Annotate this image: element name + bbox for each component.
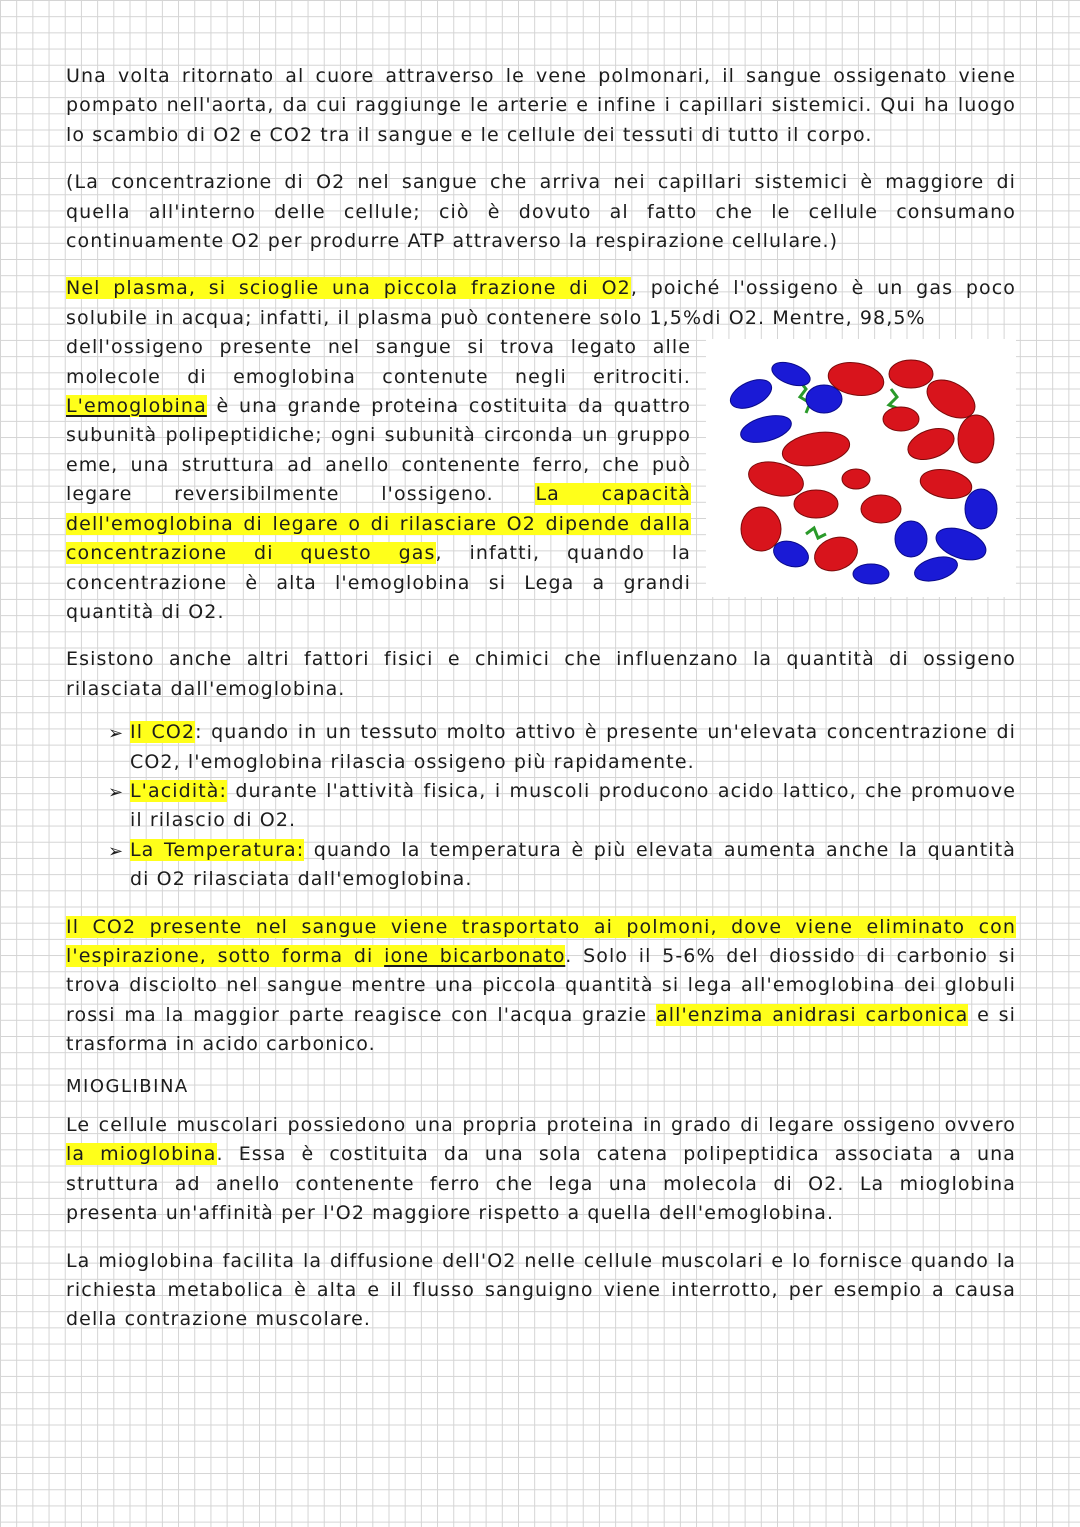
- list-item: [66, 836, 1016, 895]
- co2-text-b: e si trasforma in acido carbonico.: [66, 1003, 1016, 1056]
- list-item: [66, 718, 1016, 777]
- paragraph-plasma: [66, 274, 1016, 333]
- plasma-text: , poiché l'ossigeno è un gas poco solubile in acqua; infatti, il plasma può contenere solo 1,5%di O2. Mentre, 98,5%: [66, 277, 1016, 329]
- paragraph-co2-transport: [66, 913, 1016, 1060]
- paragraph-hemoglobin: [66, 333, 691, 627]
- co2-text-a: . Solo il 5-6% del diossido di carbonio si trova disciolto nel sangue mentre una piccola quantità si lega all'emoglobina dei globuli rossi ma la maggior parte reagisce con l'acqua grazie: [66, 944, 1017, 1026]
- hemoglobin-structure-image: [706, 339, 1016, 597]
- arrow-bullet-icon: ➢: [108, 723, 125, 745]
- hemoglobin-text-c: , infatti, quando la concentrazione è alta l'emoglobina si Lega a grandi quantità di O2.: [66, 542, 691, 623]
- factors-list: [66, 718, 1016, 894]
- paragraph-circulation: Una volta ritornato al cuore attraverso le vene polmonari, il sangue ossigenato viene pompato nell'aorta, da cui raggiunge le arterie e infine i capillari sistemici. Qui ha luogo lo scambio di O2 e CO2 tra il sangue e le cellule dei tessuti di tutto il corpo.: [66, 65, 1016, 146]
- hemoglobin-section: [66, 333, 1016, 627]
- term-acidita: L'acidità:: [130, 779, 228, 802]
- highlight-plasma: Nel plasma, si scioglie una piccola frazione di O2: [66, 277, 631, 300]
- myoglobin-text-a: Le cellule muscolari possiedono una propria proteina in grado di legare ossigeno ovvero: [66, 1114, 1016, 1136]
- arrow-bullet-icon: ➢: [108, 781, 125, 803]
- myoglobin-text-b: . Essa è costituita da una sola catena polipeptidica associata a una struttura ad anello contenente ferro che lega una molecola di O2. La mioglobina presenta un'affinità per l'O2 maggiore rispetto a quella dell'emoglobina.: [66, 1143, 1016, 1225]
- bullet-text: quando la temperatura è più elevata aumenta anche la quantità di O2 rilasciata dall'emoglobina.: [130, 838, 1016, 891]
- highlight-anidrasi: all'enzima anidrasi carbonica: [655, 1003, 969, 1026]
- paragraph-myoglobin-function: La mioglobina facilita la diffusione dell'O2 nelle cellule muscolari e lo fornisce quando la richiesta metabolica è alta e il flusso sanguigno viene interrotto, per esempio a causa della contrazione muscolare.: [66, 1249, 1016, 1331]
- term-co2: Il CO2: [130, 721, 196, 744]
- bullet-text: durante l'attività fisica, i muscoli producono acido lattico, che promuove il rilascio di O2.: [130, 779, 1016, 832]
- highlight-capacita: La capacità dell'emoglobina di legare o di rilasciare O2 dipende dalla concentrazione di questo gas: [66, 483, 691, 565]
- highlight-mioglobina: la mioglobina: [66, 1143, 217, 1166]
- term-emoglobina: L'emoglobina: [66, 395, 207, 418]
- hemoglobin-text-a: dell'ossigeno presente nel sangue si trova legato alle molecole di emoglobina contenute negli eritrociti.: [66, 336, 691, 388]
- notes-page: [66, 62, 1016, 1335]
- paragraph-factors: Esistono anche altri fattori fisici e chimici che influenzano la quantità di ossigeno rilasciata dall'emoglobina.: [66, 648, 1016, 700]
- list-item: [66, 777, 1016, 836]
- section-heading: MIOGLIBINA: [66, 1075, 189, 1097]
- paragraph-concentration: (La concentrazione di O2 nel sangue che arriva nei capillari sistemici è maggiore di quella all'interno delle cellule; ciò è dovuto al fatto che le cellule consumano continuamente O2 per produrre ATP attraverso la respirazione cellulare.): [66, 171, 1016, 253]
- highlight-co2-transport: Il CO2 presente nel sangue viene trasportato ai polmoni, dove viene eliminato con l'espirazione, sotto forma di: [66, 915, 1016, 967]
- arrow-bullet-icon: ➢: [108, 840, 125, 862]
- bullet-text: : quando in un tessuto molto attivo è presente un'elevata concentrazione di CO2, l'emoglobina rilascia ossigeno più rapidamente.: [130, 721, 1016, 773]
- term-ione-bicarbonato: ione bicarbonato: [384, 944, 566, 967]
- paragraph-myoglobin: [66, 1111, 1016, 1229]
- term-temperatura: La Temperatura:: [130, 838, 305, 861]
- hemoglobin-text-b: è una grande proteina costituita da quattro subunità polipeptidiche; ogni subunità circonda un gruppo eme, una struttura ad anello contenente ferro, che può legare reversibilmente l'ossigeno.: [66, 395, 691, 506]
